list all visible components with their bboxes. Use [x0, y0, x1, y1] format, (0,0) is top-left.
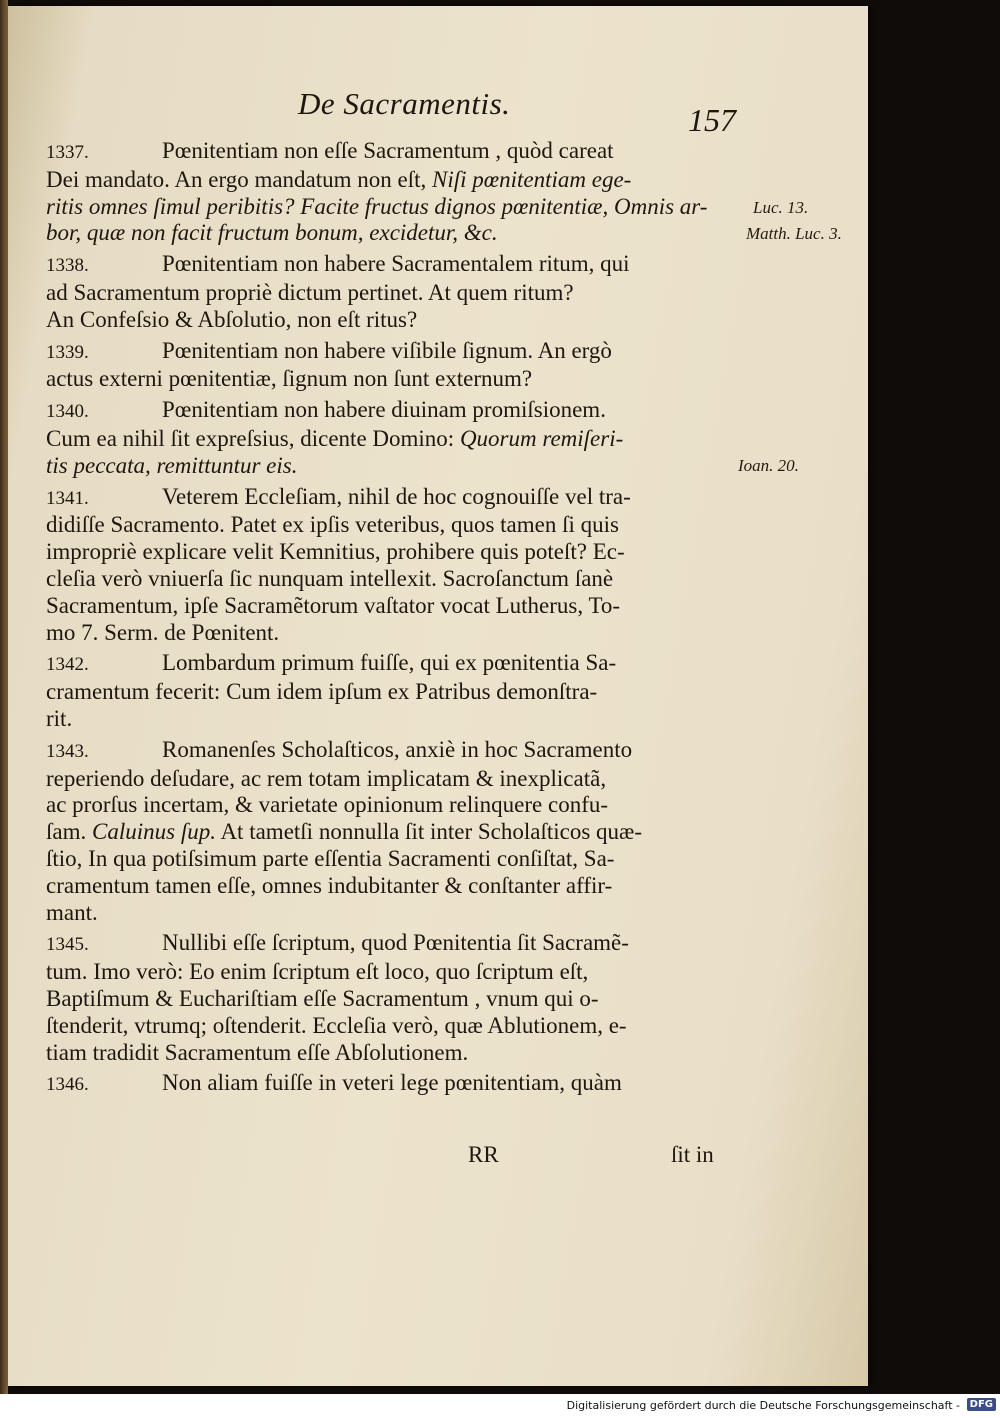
- text-segment: cleſia verò vniuerſa ſic nunquam intellexit. Sacroſanctum ſanè: [46, 565, 614, 591]
- text-segment: Dei mandato. An ergo mandatum non eſt,: [46, 166, 433, 192]
- text-line: [46, 766, 746, 793]
- text-line: [46, 453, 746, 480]
- text-line: [46, 484, 746, 513]
- text-segment: tiam tradidit Sacramentum eſſe Abſolutionem.: [46, 1039, 469, 1065]
- italic-text: tis peccata, remittuntur eis.: [46, 452, 298, 478]
- footer-bar: [0, 1396, 1000, 1418]
- text-line: [46, 251, 746, 280]
- margin-note-matth-luc-3: Matth. Luc. 3.: [746, 224, 842, 243]
- text-line: [46, 679, 746, 706]
- entry-number: 1342.: [46, 654, 89, 676]
- entry: [46, 397, 746, 479]
- text-line: [46, 194, 746, 221]
- page-number: 157: [688, 102, 736, 138]
- text-line: [46, 650, 746, 679]
- entry: [46, 650, 746, 732]
- text-segment: ſtenderit, vtrumq; oſtenderit. Eccleſia verò, quæ Ablutionem, e-: [46, 1012, 627, 1038]
- text-line: [46, 792, 746, 819]
- text-line: [46, 539, 746, 566]
- text-segment: tum. Imo verò: Eo enim ſcriptum eſt loco, quo ſcriptum eſt,: [46, 959, 589, 985]
- book-edge: [0, 0, 8, 1394]
- book-page: [8, 6, 868, 1386]
- text-line: [46, 819, 746, 846]
- text-line: [46, 220, 746, 247]
- text-line: [46, 900, 746, 927]
- text-segment: reperiendo deſudare, ac rem totam implicatam & inexplicatã,: [46, 765, 607, 791]
- text-segment: Baptiſmum & Euchariſtiam eſſe Sacramentum , vnum qui o-: [46, 985, 599, 1011]
- text-line: [46, 307, 746, 334]
- text-segment: Romanenſes Scholaſticos, anxiè in hoc Sacramento: [162, 736, 633, 762]
- text-line: [46, 593, 746, 620]
- text-segment: At tametſi nonnulla ſit inter Scholaſticos quæ-: [215, 819, 643, 845]
- text-line: [46, 1040, 746, 1067]
- text-segment: Cum ea nihil ſit expreſsius, dicente Domino:: [46, 425, 460, 451]
- entry-number: 1338.: [46, 255, 89, 277]
- text-segment: mo 7. Serm. de Pœnitent.: [46, 619, 280, 645]
- text-line: [46, 737, 746, 766]
- text-segment: ſam.: [46, 819, 92, 845]
- text-line: [46, 986, 746, 1013]
- text-segment: cramentum tamen eſſe, omnes indubitanter & conſtanter affir-: [46, 872, 613, 898]
- catchword: ſit in: [671, 1142, 714, 1167]
- text-line: [46, 338, 746, 367]
- text-line: [46, 566, 746, 593]
- footer-funding-text: Digitalisierung gefördert durch die Deutsche Forschungsgemeinschaft -: [566, 1399, 960, 1412]
- text-segment: mant.: [46, 899, 98, 925]
- text-segment: ac prorſus incertam, & varietate opinionum relinquere confu-: [46, 792, 609, 818]
- text-line: [46, 397, 746, 426]
- entry-number: 1340.: [46, 401, 89, 423]
- entry-number: 1339.: [46, 341, 89, 363]
- text-segment: Pœnitentiam non habere diuinam promiſsionem.: [162, 397, 606, 423]
- entry: [46, 930, 746, 1066]
- italic-text: Niſi pœnitentiam ege-: [432, 166, 632, 192]
- entry: [46, 138, 746, 247]
- entry-number: 1345.: [46, 934, 89, 956]
- text-line: [46, 1013, 746, 1040]
- text-segment: Lombardum primum fuiſſe, qui ex pœnitentia Sa-: [162, 650, 617, 676]
- text-segment: Nullibi eſſe ſcriptum, quod Pœnitentia ſit Sacramẽ-: [162, 930, 629, 956]
- italic-text: Quorum remiſeri-: [459, 425, 624, 451]
- entry-number: 1343.: [46, 740, 89, 762]
- text-line: [46, 1070, 746, 1099]
- text-line: [46, 930, 746, 959]
- text-line: [46, 426, 746, 453]
- entry-number: 1341.: [46, 487, 89, 509]
- italic-text: Caluinus ſup.: [92, 819, 216, 845]
- italic-text: bor, quæ non facit fructum bonum, excidetur, &c.: [46, 220, 498, 246]
- text-segment: rit.: [46, 705, 73, 731]
- text-segment: Pœnitentiam non habere viſibile ſignum. An ergò: [162, 337, 612, 363]
- text-segment: Pœnitentiam non eſſe Sacramentum , quòd careat: [162, 138, 614, 163]
- text-segment: Pœnitentiam non habere Sacramentalem ritum, qui: [162, 251, 630, 277]
- entry-number: 1346.: [46, 1074, 89, 1096]
- text-segment: ſtio, In qua potiſsimum parte eſſentia Sacramenti conſiſtat, Sa-: [46, 845, 615, 871]
- entry: [46, 251, 746, 333]
- entry: [46, 338, 746, 394]
- text-line: [46, 366, 746, 393]
- text-segment: cramentum fecerit: Cum idem ipſum ex Patribus demonſtra-: [46, 679, 598, 705]
- margin-note-ioan-20: Ioan. 20.: [738, 456, 799, 475]
- running-head: De Sacramentis.: [298, 86, 511, 121]
- text-line: [46, 873, 746, 900]
- text-segment: ad Sacramentum propriè dictum pertinet. At quem ritum?: [46, 279, 574, 305]
- dfg-logo: DFG: [967, 1398, 996, 1411]
- text-segment: impropriè explicare velit Kemnitius, prohibere quis poteſt? Ec-: [46, 539, 625, 565]
- text-line: [46, 512, 746, 539]
- italic-text: ritis omnes ſimul peribitis? Facite fructus dignos pœnitentiæ, Omnis ar-: [46, 193, 708, 219]
- main-text: [46, 138, 746, 1103]
- text-line: [46, 846, 746, 873]
- text-line: [46, 620, 746, 647]
- text-line: [46, 167, 746, 194]
- text-segment: actus externi pœnitentiæ, ſignum non ſunt externum?: [46, 366, 533, 392]
- text-segment: didiſſe Sacramento. Patet ex ipſis veteribus, quos tamen ſi quis: [46, 512, 619, 538]
- entry: [46, 1070, 746, 1099]
- text-segment: Non aliam fuiſſe in veteri lege pœnitentiam, quàm: [162, 1070, 622, 1096]
- text-line: [46, 280, 746, 307]
- text-line: [46, 959, 746, 986]
- text-segment: An Confeſsio & Abſolutio, non eſt ritus?: [46, 306, 418, 332]
- entry: [46, 737, 746, 927]
- text-segment: Veterem Eccleſiam, nihil de hoc cognouiſſe vel tra-: [162, 483, 631, 509]
- entry-number: 1337.: [46, 142, 89, 163]
- text-line: [46, 706, 746, 733]
- entry: [46, 484, 746, 647]
- text-line: [46, 138, 746, 167]
- signature-mark: RR: [468, 1142, 499, 1167]
- text-segment: Sacramentum, ipſe Sacramẽtorum vaſtator vocat Lutherus, To-: [46, 592, 621, 618]
- margin-note-luc-13: Luc. 13.: [753, 198, 809, 217]
